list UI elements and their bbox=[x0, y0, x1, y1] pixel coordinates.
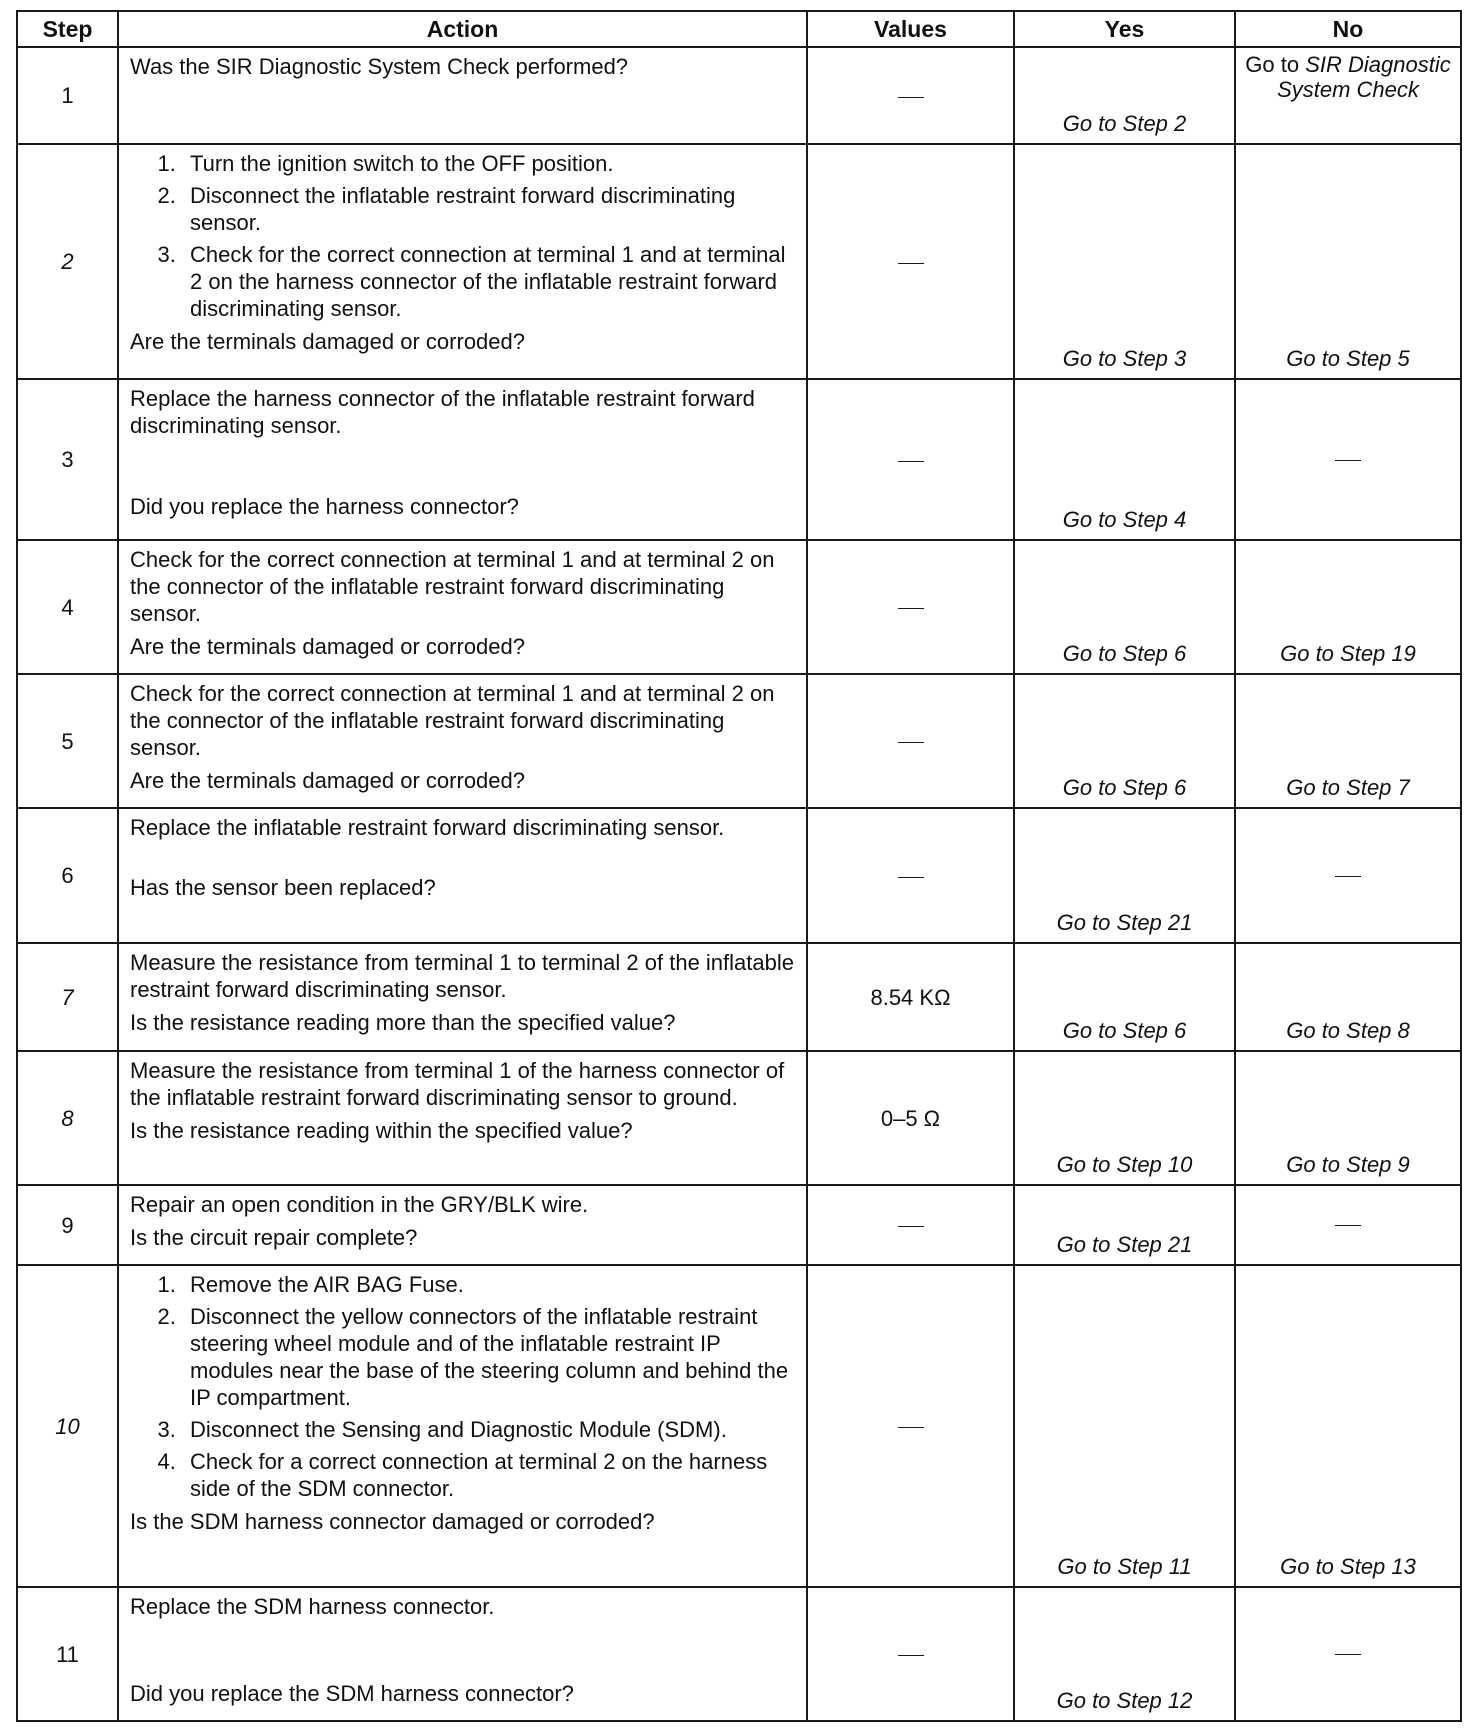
action-steps bbox=[130, 1271, 796, 1502]
dash-icon bbox=[1335, 876, 1361, 877]
values-cell bbox=[807, 47, 1014, 144]
action-step: 3. Check for the correct connection at terminal 1 and at terminal 2 on the harness connector of the inflatable restraint forward discriminating sensor. bbox=[182, 241, 796, 322]
values-cell: 8.54 KΩ bbox=[807, 943, 1014, 1051]
action-question: Are the terminals damaged or corroded? bbox=[130, 634, 525, 659]
step-number: 3 bbox=[17, 379, 118, 540]
diagnostic-table bbox=[16, 10, 1462, 1722]
yes-cell: Go to Step 21 bbox=[1014, 1185, 1235, 1265]
values-cell bbox=[807, 808, 1014, 943]
yes-cell: Go to Step 4 bbox=[1014, 379, 1235, 540]
action-cell bbox=[118, 1185, 807, 1265]
dash-icon bbox=[898, 97, 924, 98]
dash-icon bbox=[898, 1226, 924, 1227]
diagnostic-table-page bbox=[16, 10, 1460, 1722]
dash-icon bbox=[898, 461, 924, 462]
step-number: 7 bbox=[17, 943, 118, 1051]
dash-icon bbox=[898, 263, 924, 264]
header-row bbox=[17, 11, 1461, 47]
action-cell bbox=[118, 144, 807, 379]
action-step: 4. Check for a correct connection at terminal 2 on the harness side of the SDM connector. bbox=[182, 1448, 796, 1502]
step-number: 4 bbox=[17, 540, 118, 674]
action-text: Replace the SDM harness connector. bbox=[130, 1594, 495, 1619]
yes-cell: Go to Step 12 bbox=[1014, 1587, 1235, 1721]
no-cell: Go to Step 5 bbox=[1235, 144, 1461, 379]
table-row bbox=[17, 144, 1461, 379]
action-cell bbox=[118, 1265, 807, 1587]
values-cell: 0–5 Ω bbox=[807, 1051, 1014, 1185]
values-cell bbox=[807, 540, 1014, 674]
yes-cell: Go to Step 2 bbox=[1014, 47, 1235, 144]
action-cell bbox=[118, 540, 807, 674]
action-cell bbox=[118, 379, 807, 540]
action-steps bbox=[130, 150, 796, 322]
action-question: Did you replace the SDM harness connector? bbox=[130, 1681, 574, 1706]
action-question: Is the resistance reading more than the specified value? bbox=[130, 1010, 676, 1035]
step-number: 5 bbox=[17, 674, 118, 808]
values-cell bbox=[807, 1265, 1014, 1587]
table-row bbox=[17, 1265, 1461, 1587]
step-number: 8 bbox=[17, 1051, 118, 1185]
header-yes: Yes bbox=[1014, 11, 1235, 47]
header-values: Values bbox=[807, 11, 1014, 47]
step-number: 6 bbox=[17, 808, 118, 943]
yes-cell: Go to Step 21 bbox=[1014, 808, 1235, 943]
dash-icon bbox=[898, 877, 924, 878]
values-cell bbox=[807, 379, 1014, 540]
header-no: No bbox=[1235, 11, 1461, 47]
table-row bbox=[17, 540, 1461, 674]
yes-cell: Go to Step 11 bbox=[1014, 1265, 1235, 1587]
action-step: 3. Disconnect the Sensing and Diagnostic Module (SDM). bbox=[182, 1416, 796, 1443]
no-cell bbox=[1235, 1185, 1461, 1265]
action-text: Replace the inflatable restraint forward discriminating sensor. bbox=[130, 815, 725, 840]
action-text: Measure the resistance from terminal 1 of the harness connector of the inflatable restraint forward discriminating sensor to ground. bbox=[130, 1058, 785, 1110]
table-row bbox=[17, 47, 1461, 144]
action-question: Did you replace the harness connector? bbox=[130, 494, 519, 519]
table-row bbox=[17, 1587, 1461, 1721]
action-question: Is the SDM harness connector damaged or corroded? bbox=[130, 1509, 655, 1534]
table-row bbox=[17, 943, 1461, 1051]
yes-cell: Go to Step 10 bbox=[1014, 1051, 1235, 1185]
dash-icon bbox=[898, 742, 924, 743]
table-row bbox=[17, 1051, 1461, 1185]
action-text: Replace the harness connector of the inflatable restraint forward discriminating sensor. bbox=[130, 386, 755, 438]
step-number: 11 bbox=[17, 1587, 118, 1721]
table-row bbox=[17, 808, 1461, 943]
table-row bbox=[17, 379, 1461, 540]
table-row bbox=[17, 1185, 1461, 1265]
no-cell bbox=[1235, 47, 1461, 144]
header-step: Step bbox=[17, 11, 118, 47]
action-step: 1. Remove the AIR BAG Fuse. bbox=[182, 1271, 796, 1298]
dash-icon bbox=[1335, 1654, 1361, 1655]
step-number: 9 bbox=[17, 1185, 118, 1265]
values-cell bbox=[807, 1185, 1014, 1265]
values-cell bbox=[807, 144, 1014, 379]
action-question: Is the circuit repair complete? bbox=[130, 1225, 418, 1250]
action-cell bbox=[118, 943, 807, 1051]
action-question: Is the resistance reading within the specified value? bbox=[130, 1118, 633, 1143]
action-text: Repair an open condition in the GRY/BLK wire. bbox=[130, 1192, 589, 1217]
yes-cell: Go to Step 6 bbox=[1014, 943, 1235, 1051]
step-number: 2 bbox=[17, 144, 118, 379]
table-row bbox=[17, 674, 1461, 808]
dash-icon bbox=[1335, 460, 1361, 461]
header-action: Action bbox=[118, 11, 807, 47]
action-text: Was the SIR Diagnostic System Check performed? bbox=[130, 54, 629, 79]
dash-icon bbox=[1335, 1225, 1361, 1226]
action-text: Check for the correct connection at terminal 1 and at terminal 2 on the connector of the inflatable restraint forward discriminating sensor. bbox=[130, 681, 775, 760]
values-cell bbox=[807, 1587, 1014, 1721]
no-cell bbox=[1235, 379, 1461, 540]
no-cell: Go to Step 8 bbox=[1235, 943, 1461, 1051]
action-cell bbox=[118, 47, 807, 144]
no-link: SIR Diagnostic System Check bbox=[1277, 52, 1451, 102]
action-cell bbox=[118, 808, 807, 943]
action-question: Has the sensor been replaced? bbox=[130, 875, 436, 900]
action-step: 2. Disconnect the yellow connectors of the inflatable restraint steering wheel module and of the inflatable restraint IP modules near the base of the steering column and behind the IP compartment. bbox=[182, 1303, 796, 1411]
dash-icon bbox=[898, 1427, 924, 1428]
no-cell: Go to Step 13 bbox=[1235, 1265, 1461, 1587]
no-cell: Go to Step 7 bbox=[1235, 674, 1461, 808]
values-cell bbox=[807, 674, 1014, 808]
action-text: Measure the resistance from terminal 1 to terminal 2 of the inflatable restraint forward discriminating sensor. bbox=[130, 950, 794, 1002]
action-text: Check for the correct connection at terminal 1 and at terminal 2 on the connector of the inflatable restraint forward discriminating sensor. bbox=[130, 547, 775, 626]
action-question: Are the terminals damaged or corroded? bbox=[130, 768, 525, 793]
action-step: 2. Disconnect the inflatable restraint forward discriminating sensor. bbox=[182, 182, 796, 236]
dash-icon bbox=[898, 608, 924, 609]
action-question: Are the terminals damaged or corroded? bbox=[130, 329, 525, 354]
yes-cell: Go to Step 6 bbox=[1014, 674, 1235, 808]
dash-icon bbox=[898, 1655, 924, 1656]
action-cell bbox=[118, 1587, 807, 1721]
no-prefix: Go to bbox=[1245, 52, 1300, 77]
action-step: 1. Turn the ignition switch to the OFF position. bbox=[182, 150, 796, 177]
no-cell: Go to Step 9 bbox=[1235, 1051, 1461, 1185]
yes-cell: Go to Step 3 bbox=[1014, 144, 1235, 379]
no-cell bbox=[1235, 808, 1461, 943]
no-cell: Go to Step 19 bbox=[1235, 540, 1461, 674]
action-cell bbox=[118, 1051, 807, 1185]
yes-cell: Go to Step 6 bbox=[1014, 540, 1235, 674]
step-number: 10 bbox=[17, 1265, 118, 1587]
no-cell bbox=[1235, 1587, 1461, 1721]
action-cell bbox=[118, 674, 807, 808]
step-number: 1 bbox=[17, 47, 118, 144]
